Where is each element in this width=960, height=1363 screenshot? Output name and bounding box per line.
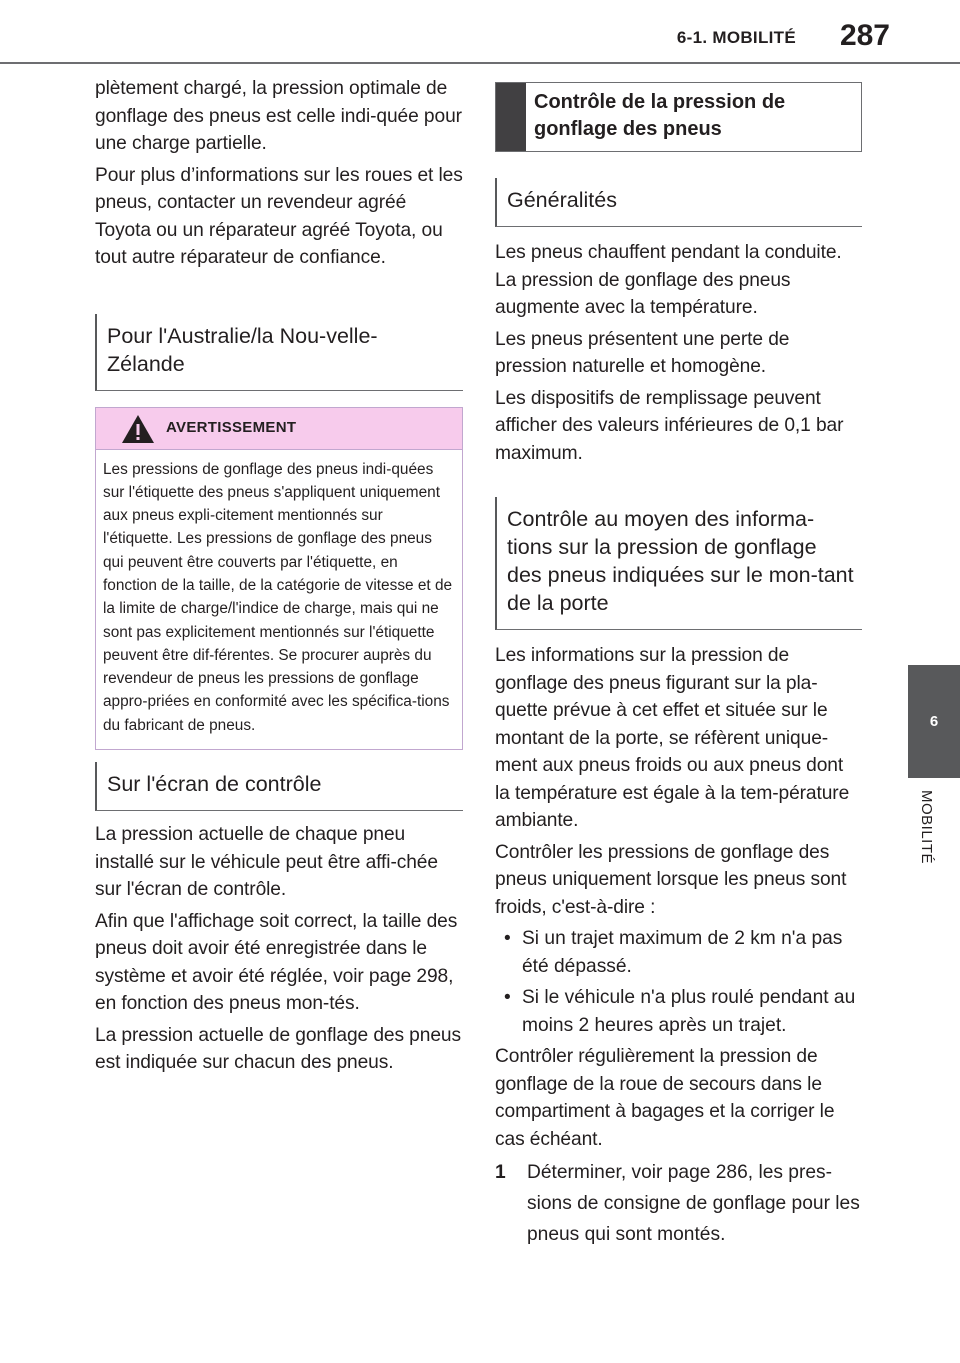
warning-header (96, 408, 462, 450)
display-paragraph: La pression actuelle de gonflage des pneus est indiquée sur chacun des pneus. (95, 1024, 461, 1074)
warning-text: Les pressions de gonflage des pneus indi-quées sur l'étiquette des pneus s'appliquent uniquement aux pneus expli-citement mentionnés sur l'étiquette. Les pressions de gonflage des pneus qui peuvent être couverts par l'étiquette, en fonction de la taille, de la catégorie de vitesse et de la limite de charge/l'indice de charge, mais qui ne sont pas explicitement mentionnés sur l'étiquette peuvent être dif-férentes. Se procurer auprès du revendeur de pneus les pressions de gonflage appro-priées en conformité avec les spécifica-tions du fabricant de pneus. (103, 460, 453, 734)
general-paragraph: Les pneus chauffent pendant la conduite. La pression de gonflage des pneus augmente avec la température. (495, 242, 842, 318)
general-paragraph: Les dispositifs de remplissage peuvent afficher des valeurs inférieures de 0,1 bar maximum. (495, 387, 844, 464)
section-heading: Contrôle de la pression de gonflage des pneus (534, 91, 786, 140)
warning-box (95, 407, 463, 751)
bullet-mark: • (504, 987, 511, 1008)
general-paragraph: Les pneus présentent une perte de pression naturelle et homogène. (495, 328, 790, 377)
display-paragraph: La pression actuelle de chaque pneu installé sur le véhicule peut être affi-chée sur l'écran de contrôle. (95, 824, 438, 901)
intro-paragraph: plètement chargé, la pression optimale de gonflage des pneus est celle indi-quée pour une charge partielle. (95, 78, 462, 154)
right-column (495, 82, 862, 1250)
chapter-label: MOBILITÉ (918, 790, 935, 865)
left-column (95, 75, 463, 1081)
section-title-box (495, 82, 862, 152)
section-title: 6-1. MOBILITÉ (676, 28, 796, 47)
header-divider (0, 62, 960, 64)
intro-paragraph: Pour plus d’informations sur les roues et les pneus, contacter un revendeur agréé Toyota ou un réparateur agréé Toyota, ou tout autre réparateur de confiance. (95, 164, 463, 268)
warning-triangle-icon (120, 413, 156, 445)
warning-title: AVERTISSEMENT (166, 418, 297, 436)
title-bar (496, 83, 526, 151)
subhead-door: Contrôle au moyen des informa-tions sur la pression de gonflage des pneus indiquées sur le mon-tant de la porte (495, 497, 862, 630)
step-item (495, 1157, 862, 1250)
door-paragraph: Les informations sur la pression de gonflage des pneus figurant sur la pla-quette prévue à cet effet et située sur le montant de la porte, se réfèrent unique-ment aux pneus froids ou aux pneus dont la température est égale à la tem-pérature ambiante. (495, 645, 850, 831)
list-item (495, 984, 862, 1039)
step-number: 1 (495, 1162, 506, 1183)
subhead-australia: Pour l'Australie/la Nou-velle-Zélande (95, 314, 463, 391)
list-item-text: Si un trajet maximum de 2 km n'a pas été dépassé. (522, 928, 843, 977)
list-item-text: Si le véhicule n'a plus roulé pendant au moins 2 heures après un trajet. (522, 987, 856, 1036)
list-item (495, 925, 862, 980)
chapter-number: 6 (929, 713, 939, 730)
subhead-general: Généralités (495, 178, 862, 227)
chapter-tab (908, 665, 960, 778)
page-number: 287 (839, 19, 890, 52)
subhead-display: Sur l'écran de contrôle (95, 762, 463, 811)
spare-wheel-paragraph: Contrôler régulièrement la pression de gonflage de la roue de secours dans le compartiment à bagages et la corriger le cas échéant. (495, 1046, 835, 1150)
step-text: Déterminer, voir page 286, les pres-sions de consigne de gonflage pour les pneus qui sont montés. (527, 1162, 860, 1245)
door-paragraph: Contrôler les pressions de gonflage des pneus uniquement lorsque les pneus sont froids, c'est-à-dire : (495, 841, 847, 918)
display-paragraph: Afin que l'affichage soit correct, la taille des pneus doit avoir été enregistrée dans le système et avoir été réglée, voir page 298, en fonction des pneus mon-tés. (95, 910, 458, 1015)
bullet-mark: • (504, 928, 511, 949)
